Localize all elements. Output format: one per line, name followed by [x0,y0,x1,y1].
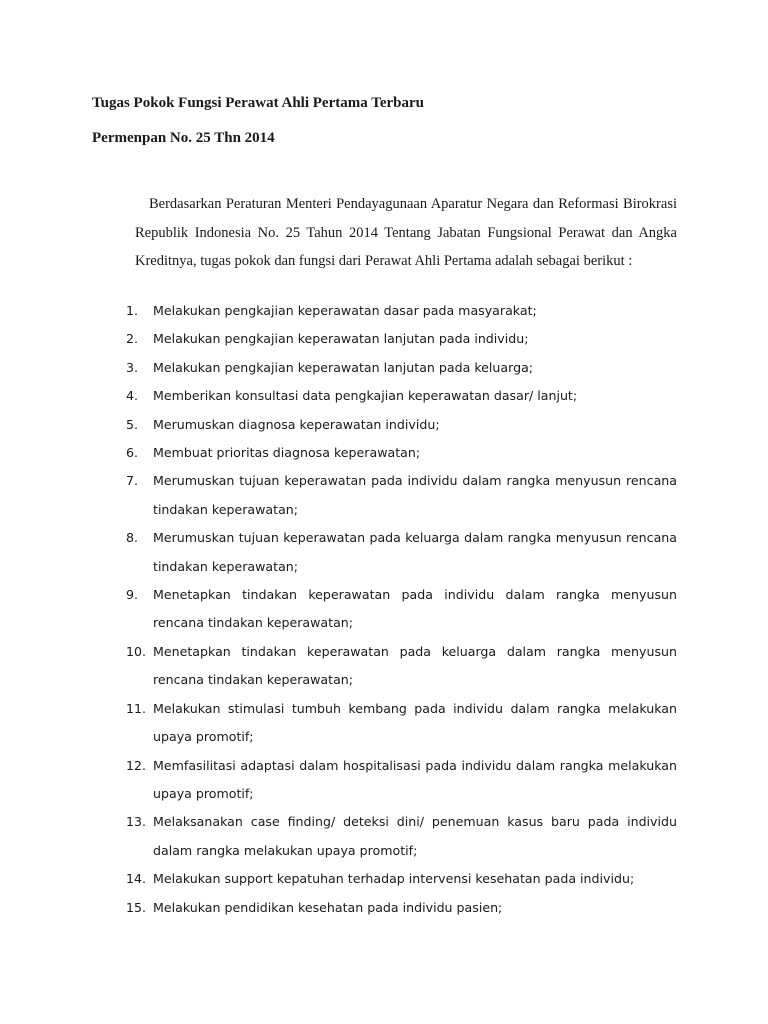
list-item [128,894,677,922]
list-item [128,524,677,581]
list-item-number: 4. [126,388,139,404]
list-item-text: Melakukan support kepatuhan terhadap intervensi kesehatan pada individu; [153,871,635,887]
list-item-number: 12. [126,757,147,773]
list-item [128,865,677,893]
list-item-text: Memfasilitasi adaptasi dalam hospitalisasi pada individu dalam rangka melakukan upaya promotif; [153,757,677,801]
list-item [128,467,677,524]
list-item-number: 11. [126,700,147,716]
task-list [128,297,677,922]
list-item-number: 13. [126,814,147,830]
list-item [128,297,677,325]
list-item [128,752,677,809]
list-item [128,695,677,752]
document-title: Tugas Pokok Fungsi Perawat Ahli Pertama Terbaru [92,95,424,111]
list-item-number: 8. [126,530,139,546]
list-item [128,411,677,439]
list-item-text: Membuat prioritas diagnosa keperawatan; [153,445,421,461]
list-item-number: 3. [126,359,139,375]
list-item-number: 5. [126,416,139,432]
list-item-text: Melakukan stimulasi tumbuh kembang pada individu dalam rangka melakukan upaya promotif; [153,700,677,745]
list-item [128,581,677,638]
list-item-text: Melaksanakan case finding/ deteksi dini/ penemuan kasus baru pada individu dalam rangka melakukan upaya promotif; [153,814,677,858]
intro-paragraph: Berdasarkan Peraturan Menteri Pendayagunaan Aparatur Negara dan Reformasi Birokrasi Republik Indonesia No. 25 Tahun 2014 Tentang Jabatan Fungsional Perawat dan Angka Kreditnya, tugas pokok dan fungsi dari Perawat Ahli Pertama adalah sebagai berikut : [135,196,677,269]
list-item-text: Menetapkan tindakan keperawatan pada individu dalam rangka menyusun rencana tindakan keperawatan; [153,587,677,631]
list-item-number: 10. [126,643,147,659]
list-item-text: Memberikan konsultasi data pengkajian keperawatan dasar/ lanjut; [153,388,578,404]
list-item-number: 7. [126,473,139,489]
list-item-number: 2. [126,331,139,347]
list-item-number: 9. [126,587,139,603]
list-item-text: Melakukan pengkajian keperawatan dasar pada masyarakat; [153,303,537,318]
document-subtitle: Permenpan No. 25 Thn 2014 [92,130,275,146]
list-item-text: Melakukan pengkajian keperawatan lanjutan pada keluarga; [153,359,534,375]
list-item [128,638,677,695]
list-item-text: Merumuskan diagnosa keperawatan individu; [153,416,440,432]
list-item [128,325,677,353]
list-item [128,439,677,467]
list-item-number: 14. [126,871,147,887]
list-item-text: Merumuskan tujuan keperawatan pada keluarga dalam rangka menyusun rencana tindakan keperawatan; [153,530,677,574]
list-item-text: Melakukan pengkajian keperawatan lanjutan pada individu; [153,331,529,347]
list-item-text: Merumuskan tujuan keperawatan pada individu dalam rangka menyusun rencana tindakan keperawatan; [153,473,677,517]
list-item-number: 6. [126,445,139,461]
list-item-text: Menetapkan tindakan keperawatan pada keluarga dalam rangka menyusun rencana tindakan keperawatan; [153,643,677,688]
list-item [128,354,677,382]
list-item-number: 15. [126,899,147,915]
list-item-number: 1. [126,303,139,318]
list-item [128,382,677,410]
list-item-text: Melakukan pendidikan kesehatan pada individu pasien; [153,899,503,915]
list-item [128,808,677,865]
